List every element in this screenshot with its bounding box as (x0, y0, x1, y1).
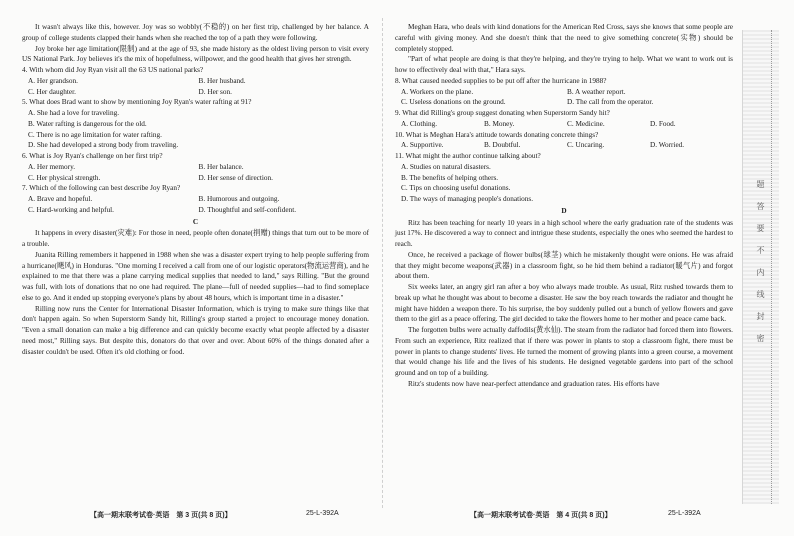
option: D. Her sense of direction. (198, 173, 273, 182)
binding-char: 答 (756, 202, 765, 210)
right-page-code (668, 510, 701, 517)
option: B. Money. (484, 119, 515, 128)
binding-dotted-line (771, 30, 772, 504)
binding-char: 要 (756, 224, 765, 232)
footer-code: 25-L-392A (668, 510, 701, 517)
option: C. Tips on choosing useful donations. (401, 184, 511, 193)
option: A. Her memory. (28, 162, 76, 171)
question-4-options (22, 76, 369, 98)
question-5: 5. What does Brad want to show by mentioning Joy Ryan's water rafting at 91? (22, 98, 252, 107)
binding-char: 内 (756, 268, 765, 276)
question-10: 10. What is Meghan Hara's attitude towards donating concrete things? (395, 130, 599, 139)
option: D. Food. (650, 119, 676, 128)
passage-d-paragraph: The forgotten bulbs were actually daffodils(黄水仙). The steam from the radiator had forced them into flowers. From such an experience, Ritz realized that if there was power in plants to stop a classroom fight, there must be power in plants to change students' lives. He turned the moment of growing plants into a green course, a movement that would change his life and the lives of his students. He designed vegetable gardens into part of the school ground and on top of a building. (395, 326, 733, 377)
option: C. There is no age limitation for water rafting. (28, 130, 162, 139)
option: D. Worried. (650, 141, 685, 150)
option: B. The benefits of helping others. (401, 173, 499, 182)
passage-b-paragraph: It wasn't always like this, however. Joy was so wobbly(不稳的) on her first trip, challenged by her balance. A group of college students clapped their hands when she reached the top of a path they were following. (22, 23, 369, 42)
option: B. Doubtful. (484, 141, 521, 150)
left-column (22, 22, 369, 357)
binding-margin (742, 30, 779, 504)
option: C. Her physical strength. (28, 173, 101, 182)
question-4: 4. With whom did Joy Ryan visit all the 63 US national parks? (22, 66, 204, 74)
option: A. Her grandson. (28, 76, 78, 85)
binding-char: 密 (756, 334, 765, 342)
passage-b-paragraph: Joy broke her age limitation(限制) and at the age of 93, she made history as the oldest living person to visit every US National Park. Joy believes it's the mix of hopefulness, willpower, and the good health that gives her strength. (22, 44, 369, 64)
option: A. Workers on the plane. (401, 87, 474, 96)
option: D. Her son. (198, 87, 232, 96)
option: B. Humorous and outgoing. (198, 195, 280, 203)
binding-char: 题 (756, 180, 765, 188)
section-d-heading: D (561, 206, 567, 215)
option: C. Uncaring. (567, 141, 605, 150)
question-8-options (395, 87, 733, 109)
question-6: 6. What is Joy Ryan's challenge on her first trip? (22, 152, 163, 160)
binding-char: 封 (756, 312, 765, 320)
option: A. Clothing. (401, 119, 438, 128)
option: A. She had a love for traveling. (28, 109, 120, 117)
option: D. The ways of managing people's donations. (401, 195, 534, 203)
left-page-code (306, 510, 339, 517)
question-7-options (22, 194, 369, 216)
option: D. The call from the operator. (567, 98, 654, 107)
page-divider (382, 18, 383, 508)
question-6-options (22, 162, 369, 184)
option: A. Brave and hopeful. (28, 195, 93, 203)
question-11: 11. What might the author continue talking about? (395, 152, 541, 160)
option: B. Her balance. (198, 162, 244, 171)
footer-code: 25-L-392A (306, 510, 339, 517)
option: C. Hard-working and helpful. (28, 205, 114, 214)
passage-d-paragraph: Ritz's students now have near-perfect attendance and graduation rates. His efforts have (408, 379, 660, 388)
question-8: 8. What caused needed supplies to be put off after the hurricane in 1988? (395, 76, 607, 85)
binding-text (755, 180, 766, 342)
footer-title: 【高一期末联考试卷·英语 第 3 页(共 8 页)】 (90, 512, 232, 519)
right-page-footer (470, 510, 612, 520)
passage-c-paragraph: It happens in every disaster(灾难): For those in need, people often donate(捐赠) things that turn out to be more of a trouble. (22, 229, 369, 248)
passage-c-paragraph: Juanita Rilling remembers it happened in 1988 when she was a disaster expert trying to help people suffering from a hurricane(飓风) in Honduras. "One morning I received a call from one of our logistic operators(物流运营商), and he explained to me that there was a plane carrying medical supplies that needed to land," says Rilling. "But the ground was full, with lots of donations that no one had required. The plane—full of needed supplies—had to find someplace else to go. And it ended up stopping everyone's plans by about 48 hours, which is important time in a disaster." (22, 250, 369, 302)
binding-char: 不 (756, 246, 765, 254)
passage-c-paragraph: Meghan Hara, who deals with kind donations for the American Red Cross, says she knows that some people are careful with giving money. And she doesn't think that the need to give something concrete(实物) should be completely stopped. (395, 23, 733, 53)
option: B. Water rafting is dangerous for the old. (28, 119, 147, 128)
option: C. Her daughter. (28, 87, 76, 96)
option: A. Studies on natural disasters. (401, 162, 491, 171)
left-page-footer (90, 510, 232, 520)
option: D. Thoughtful and self-confident. (198, 205, 297, 214)
section-c-heading: C (192, 217, 199, 226)
option: C. Useless donations on the ground. (401, 98, 506, 107)
passage-c-paragraph: "Part of what people are doing is that they're helping, and they're trying to help. What we want to work out is how to effectively deal with that," Hara says. (395, 55, 733, 74)
binding-char: 线 (756, 290, 765, 298)
question-9: 9. What did Rilling's group suggest donating when Superstorm Sandy hit? (395, 109, 610, 117)
passage-d-paragraph: Once, he received a package of flower bulbs(球茎) which he mistakenly thought were onions. He was afraid that they might become weapons(武器) in a classroom fight, so he hid them behind a radiator(暖气片) and forgot about them. (395, 250, 733, 281)
footer-title: 【高一期末联考试卷·英语 第 4 页(共 8 页)】 (470, 512, 612, 519)
passage-d-paragraph: Six weeks later, an angry girl ran after a boy who always made trouble. As usual, Ritz rushed towards them to break up what he thought was about to become a disaster. He saw the boy reach towards the radiator and thought he might have hidden a weapon there. To his surprise, the boy suddenly pulled out a bunch of yellow flowers and gave them to the girl as a peace offering. The girl decided to take the flowers home to her mother and peace came back. (395, 283, 733, 324)
question-9-options (395, 119, 733, 130)
option: C. Medicine. (567, 119, 605, 128)
right-column (395, 22, 733, 390)
option: D. She had developed a strong body from traveling. (28, 141, 179, 150)
question-10-options (395, 140, 733, 151)
option: A. Supportive. (401, 141, 444, 150)
passage-d-paragraph: Ritz has been teaching for nearly 10 years in a high school where the early graduation rate of the students was just 17%. He discovered a way to connect and intrigue these students, especially the ones who seemed the hardest to reach. (395, 218, 733, 248)
option: B. Her husband. (198, 76, 246, 85)
option: B. A weather report. (567, 87, 626, 96)
passage-c-paragraph: Rilling now runs the Center for International Disaster Information, which is trying to make sure things like that don't happen again. So when Superstorm Sandy hit, Rilling's group started a project to encourage money donation. "Even a small donation can make a big difference and can quickly become exactly what people affected by a disaster need most," Rilling says. But despite this, donators do that over and over. About 60% of the things donated after a disaster couldn't be used. Often it's old clothing or food. (22, 304, 369, 356)
question-7: 7. Which of the following can best describe Joy Ryan? (22, 184, 181, 193)
